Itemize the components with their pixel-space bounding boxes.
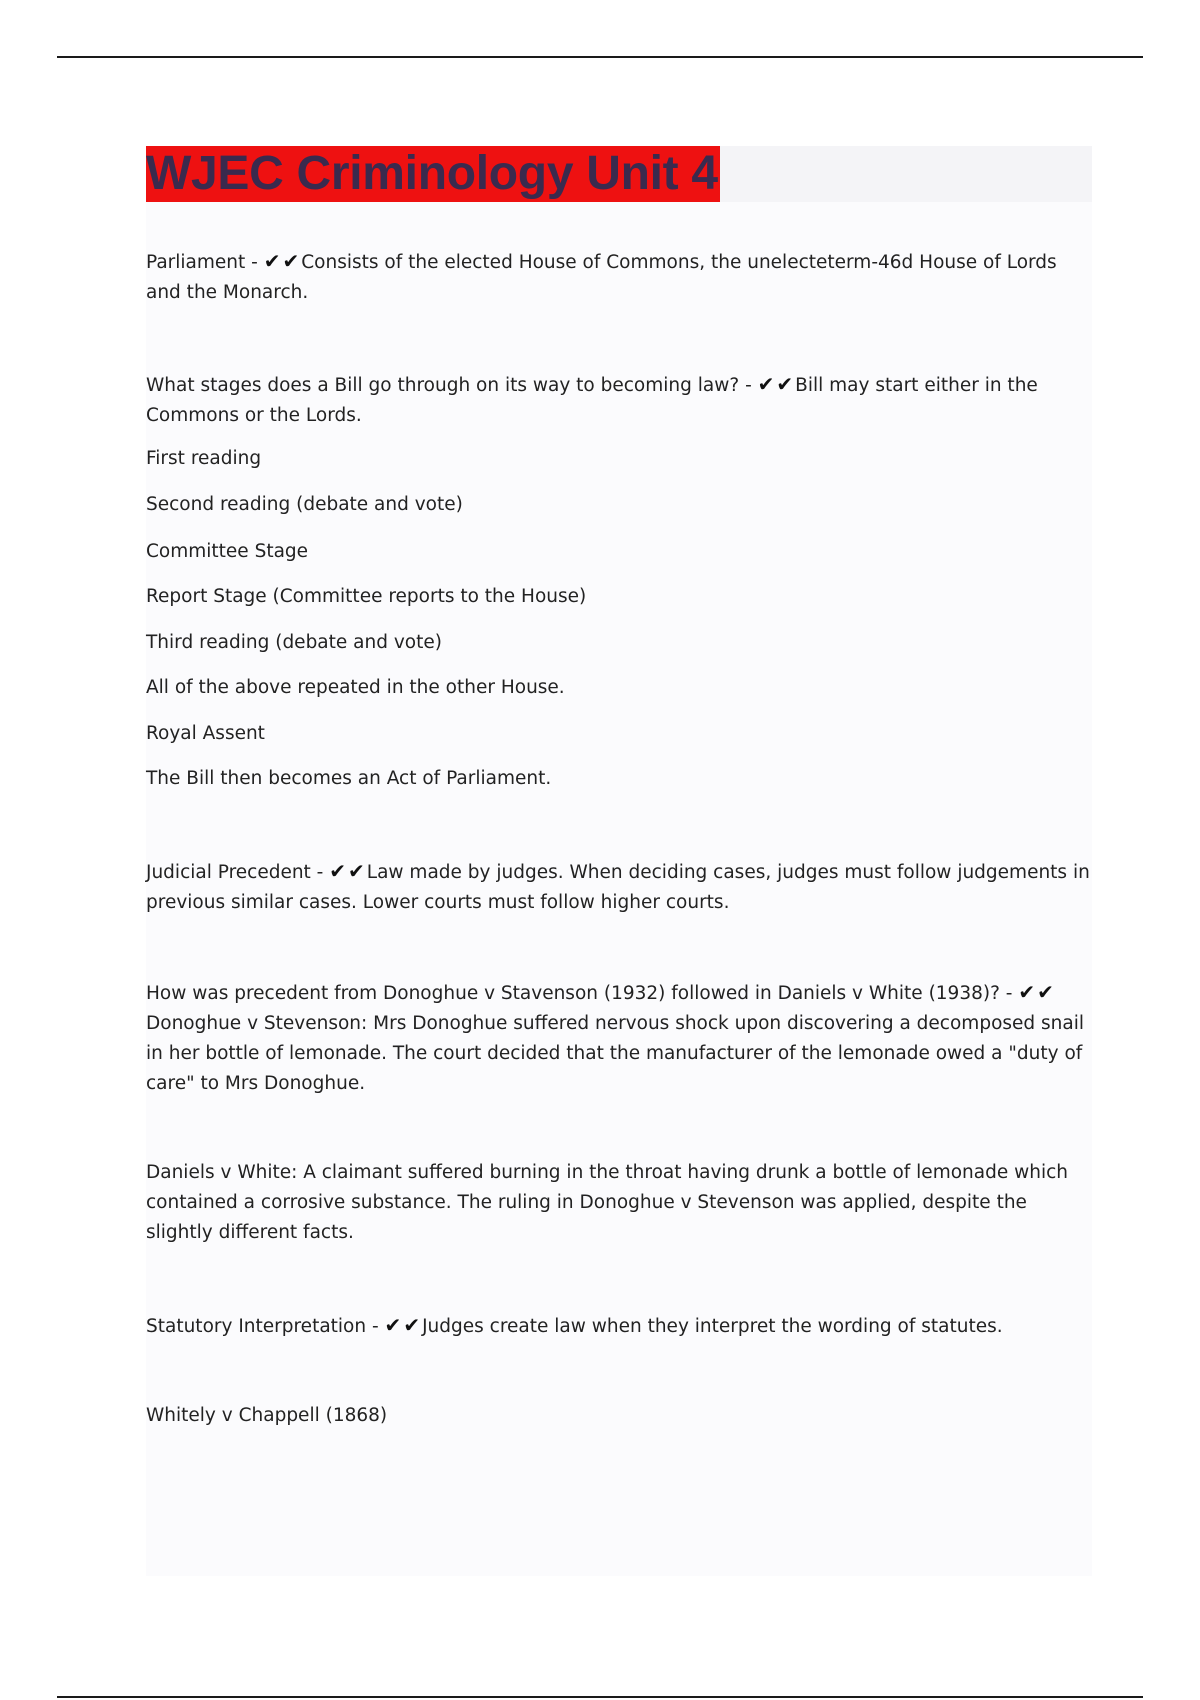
list-item: Third reading (debate and vote): [146, 632, 442, 653]
page-title: WJEC Criminology Unit 4: [146, 147, 718, 200]
qa-statutory-interpretation: [146, 1310, 1092, 1342]
answer: Donoghue v Stevenson: Mrs Donoghue suffered nervous shock upon discovering a decomposed snail in her bottle of lemonade. The court decided that the manufacturer of the lemonade owed a "duty of care" to Mrs Donoghue.: [146, 1013, 1085, 1094]
answer: Bill may start either in the Commons or the Lords.: [146, 375, 1038, 426]
list-item: Royal Assent: [146, 723, 265, 744]
check-icon: ✔: [1037, 980, 1054, 1004]
term: Parliament -: [146, 252, 258, 273]
check-icon: ✔: [348, 859, 365, 883]
check-icon: ✔: [329, 859, 347, 883]
term: Judicial Precedent -: [146, 862, 324, 883]
qa-parliament: [146, 246, 1092, 308]
check-icon: ✔: [282, 249, 300, 273]
check-icon: ✔: [757, 372, 775, 396]
paragraph-whitely: Whitely v Chappell (1868): [146, 1405, 388, 1426]
paragraph-daniels: Daniels v White: A claimant suffered burning in the throat having drunk a bottle of lemonade which contained a corrosive substance. The ruling in Donoghue v Stevenson was applied, despite the slightly different facts.: [146, 1162, 1068, 1243]
list-item: Report Stage (Committee reports to the House): [146, 586, 587, 607]
check-icon: ✔: [384, 1313, 402, 1337]
list-item: First reading: [146, 448, 262, 469]
list-item: All of the above repeated in the other House.: [146, 677, 565, 698]
bottom-rule: [57, 1696, 1143, 1698]
list-item: Second reading (debate and vote): [146, 494, 463, 515]
term: How was precedent from Donoghue v Stavenson (1932) followed in Daniels v White (1938)? -: [146, 983, 1013, 1004]
qa-donoghue: [146, 977, 1092, 1099]
check-icon: ✔: [1018, 980, 1036, 1004]
title-highlight: [146, 146, 720, 202]
term: What stages does a Bill go through on its way to becoming law? -: [146, 375, 752, 396]
list-item: The Bill then becomes an Act of Parliament.: [146, 768, 552, 789]
check-icon: ✔: [776, 372, 794, 396]
answer: Law made by judges. When deciding cases, judges must follow judgements in previous similar cases. Lower courts must follow higher courts.: [146, 862, 1090, 913]
check-icon: ✔: [403, 1313, 421, 1337]
answer: Consists of the elected House of Commons, the unelecteterm-46d House of Lords and the Monarch.: [146, 252, 1057, 303]
qa-bill-stages: [146, 369, 1092, 431]
answer: Judges create law when they interpret the wording of statutes.: [422, 1316, 1003, 1337]
qa-judicial-precedent: [146, 856, 1092, 918]
list-item: Committee Stage: [146, 541, 309, 562]
top-rule: [57, 56, 1143, 58]
check-icon: ✔: [263, 249, 281, 273]
term: Statutory Interpretation -: [146, 1316, 379, 1337]
